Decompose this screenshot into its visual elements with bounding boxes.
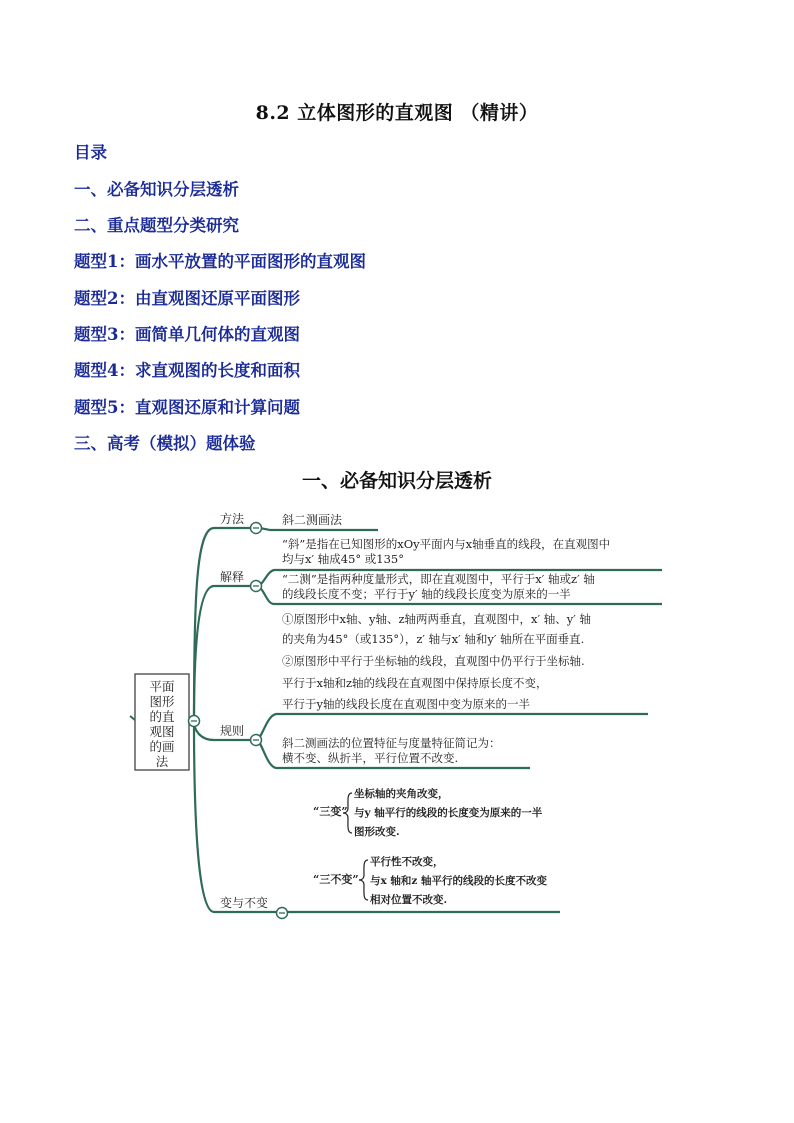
- three-keep-line-2: 与x 轴和z 轴平行的线段的长度不改变: [370, 875, 548, 887]
- root-node-line-3: 的直: [149, 709, 175, 724]
- toc-item-7[interactable]: 题型5：直观图还原和计算问题: [74, 398, 300, 417]
- three-change-line-3: 图形改变.: [354, 826, 400, 838]
- explain-item-1-line-2: 均与x′ 轴成45° 或135°: [282, 552, 404, 566]
- collapse-toggle-rules[interactable]: [251, 735, 262, 746]
- toc-item-2[interactable]: 二、重点题型分类研究: [74, 216, 239, 235]
- branch-label-rules: 规则: [220, 724, 245, 738]
- rules-line-1: ①原图形中x轴、y轴、z轴两两垂直，直观图中，x′ 轴、y′ 轴: [282, 612, 592, 626]
- explain-item-1-line-1: “斜”是指在已知图形的xOy平面内与x轴垂直的线段，在直观图中: [282, 537, 611, 551]
- section-heading: 一、必备知识分层透析: [301, 470, 492, 492]
- document-title: 8.2 立体图形的直观图 （精讲）: [255, 102, 539, 124]
- toc-item-3[interactable]: 题型1：画水平放置的平面图形的直观图: [74, 252, 366, 271]
- root-node-line-1: 平面: [149, 679, 175, 694]
- explain-item-2-line-1: “二测”是指两种度量形式，即在直观图中，平行于x′ 轴或z′ 轴: [282, 572, 595, 586]
- three-keep-brace: [359, 860, 368, 900]
- rules-line-4: 平行于x轴和z轴的线段在直观图中保持原长度不变，: [282, 676, 548, 690]
- toc-heading[interactable]: 目录: [74, 143, 107, 162]
- rules-line-2: 的夹角为45°（或135°），z′ 轴与x′ 轴和y′ 轴所在平面垂直.: [282, 632, 585, 646]
- toc-item-6[interactable]: 题型4：求直观图的长度和面积: [74, 361, 300, 380]
- root-node-line-5: 的画: [149, 739, 175, 754]
- three-keep-tag: “三不变”: [313, 873, 359, 886]
- collapse-toggle-explain[interactable]: [251, 581, 262, 592]
- rules-line-3: ②原图形中平行于坐标轴的线段，直观图中仍平行于坐标轴.: [282, 654, 585, 668]
- collapse-toggle-root[interactable]: [189, 716, 200, 727]
- rules-line-5: 平行于y轴的线段长度在直观图中变为原来的一半: [282, 697, 530, 711]
- three-keep-line-3: 相对位置不改变.: [370, 894, 448, 906]
- method-text: 斜二测画法: [282, 513, 343, 527]
- rules-summary-line-2: 横不变、纵折半，平行位置不改变.: [282, 751, 459, 765]
- three-change-tag: “三变”: [313, 805, 348, 818]
- toc-item-4[interactable]: 题型2：由直观图还原平面图形: [74, 289, 300, 308]
- branch-label-method: 方法: [220, 512, 245, 526]
- explain-item-2-line-2: 的线段长度不变；平行于y′ 轴的线段长度变为原来的一半: [282, 587, 571, 601]
- root-node-line-4: 观图: [149, 724, 175, 739]
- root-node-line-2: 图形: [149, 694, 175, 709]
- branch-label-explain: 解释: [220, 570, 245, 584]
- branch-label-change: 变与不变: [220, 896, 269, 910]
- toc-item-1[interactable]: 一、必备知识分层透析: [74, 180, 239, 199]
- root-node-line-6: 法: [155, 754, 169, 769]
- collapse-toggle-change[interactable]: [277, 908, 288, 919]
- three-change-line-1: 坐标轴的夹角改变，: [354, 788, 449, 800]
- collapse-toggle-method[interactable]: [251, 523, 262, 534]
- toc-item-5[interactable]: 题型3：画简单几何体的直观图: [74, 325, 300, 344]
- rules-summary-line-1: 斜二测画法的位置特征与度量特征简记为：: [282, 736, 501, 750]
- toc-item-8[interactable]: 三、高考（模拟）题体验: [74, 434, 256, 453]
- three-keep-line-1: 平行性不改变，: [370, 856, 444, 868]
- three-change-line-2: 与y 轴平行的线段的长度变为原来的一半: [354, 807, 543, 819]
